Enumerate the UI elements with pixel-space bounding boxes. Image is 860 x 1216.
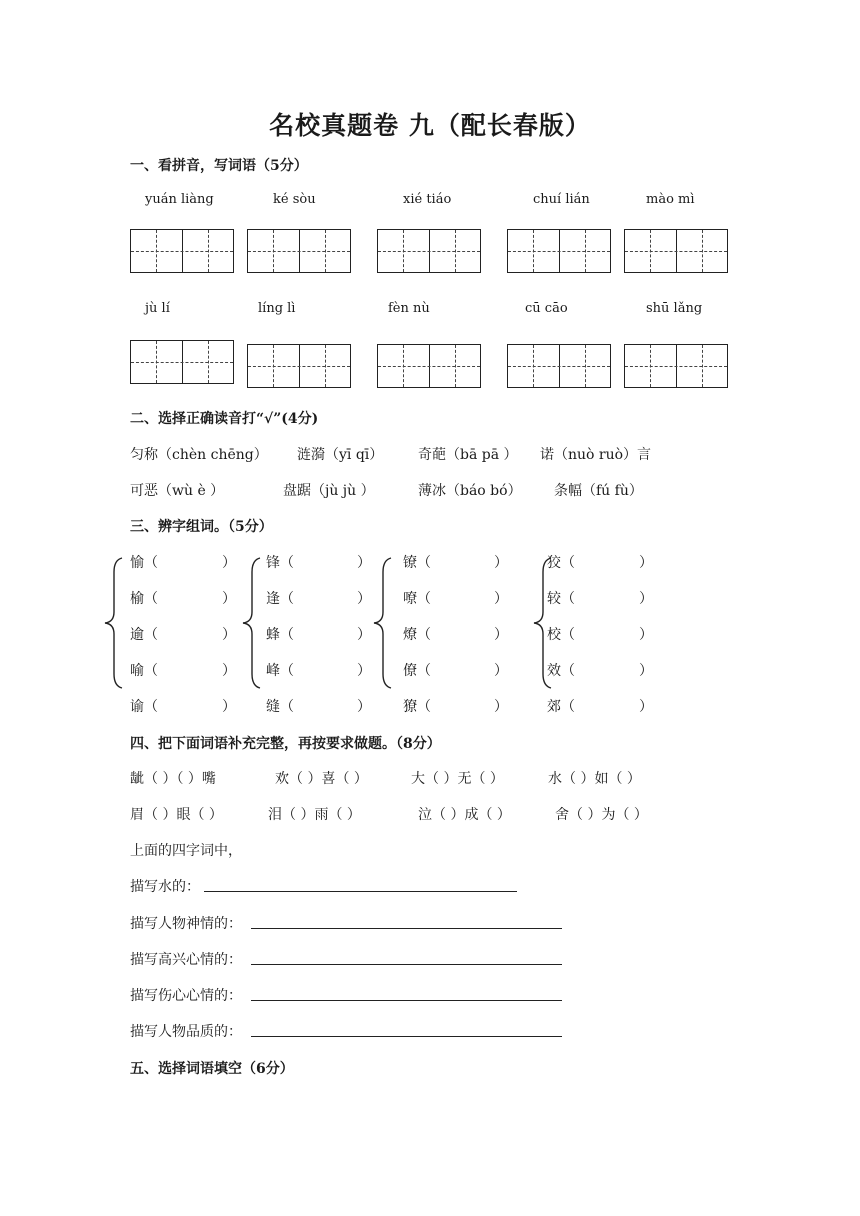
close-paren: ） <box>222 699 236 715</box>
section-3-heading: 三、辨字组词。（5分） <box>130 519 273 535</box>
close-paren: ） <box>357 591 371 607</box>
pinyin-label: ké sòu <box>273 192 316 207</box>
char-word-item: 蜂（ <box>266 627 294 643</box>
char-word-item: 愉（ <box>130 555 158 571</box>
close-paren: ） <box>494 555 508 571</box>
pinyin-label: mào mì <box>646 192 695 207</box>
pinyin-label: fèn nù <box>388 301 430 316</box>
char-word-item: 榆（ <box>130 591 158 607</box>
question-label: 描写人物品质的： <box>130 1024 242 1040</box>
left-brace-icon <box>240 556 262 690</box>
char-word-item: 峰（ <box>266 663 294 679</box>
writing-grid[interactable] <box>377 229 481 273</box>
char-word-item: 校（ <box>547 627 575 643</box>
pronunciation-choice[interactable]: 匀称（chèn chēng） <box>130 447 268 463</box>
char-word-item: 较（ <box>547 591 575 607</box>
pinyin-label: xié tiáo <box>403 192 452 207</box>
pronunciation-choice[interactable]: 条幅（fú fù） <box>554 483 643 499</box>
section-4-heading: 四、把下面词语补充完整，再按要求做题。（8分） <box>130 736 441 752</box>
close-paren: ） <box>494 699 508 715</box>
idiom-blank[interactable]: 泣（ ）成（ ） <box>418 807 511 823</box>
pinyin-label: líng lì <box>258 301 296 316</box>
writing-grid[interactable] <box>130 229 234 273</box>
answer-line[interactable] <box>251 1000 562 1001</box>
close-paren: ） <box>494 627 508 643</box>
char-word-item: 谕（ <box>130 699 158 715</box>
answer-line[interactable] <box>204 891 517 892</box>
writing-grid[interactable] <box>624 229 728 273</box>
section-2-heading: 二、选择正确读音打“√”(4分) <box>130 411 319 427</box>
char-word-item: 逢（ <box>266 591 294 607</box>
close-paren: ） <box>639 663 653 679</box>
pronunciation-choice[interactable]: 可恶（wù è ） <box>130 483 225 499</box>
idiom-blank[interactable]: 眉（ ）眼（ ） <box>130 807 223 823</box>
char-word-item: 燎（ <box>403 627 431 643</box>
close-paren: ） <box>494 591 508 607</box>
close-paren: ） <box>357 663 371 679</box>
close-paren: ） <box>494 663 508 679</box>
idiom-blank[interactable]: 欢（ ）喜（ ） <box>275 771 368 787</box>
pinyin-label: jù lí <box>145 301 170 316</box>
close-paren: ） <box>639 555 653 571</box>
idiom-blank[interactable]: 泪（ ）雨（ ） <box>268 807 361 823</box>
char-word-item: 喻（ <box>130 663 158 679</box>
writing-grid[interactable] <box>624 344 728 388</box>
char-word-item: 狡（ <box>547 555 575 571</box>
char-word-item: 逾（ <box>130 627 158 643</box>
close-paren: ） <box>222 555 236 571</box>
writing-grid[interactable] <box>247 344 351 388</box>
char-word-item: 锋（ <box>266 555 294 571</box>
writing-grid[interactable] <box>507 344 611 388</box>
writing-grid[interactable] <box>507 229 611 273</box>
pinyin-label: chuí lián <box>533 192 590 207</box>
answer-line[interactable] <box>251 928 562 929</box>
close-paren: ） <box>222 591 236 607</box>
char-word-item: 缝（ <box>266 699 294 715</box>
pinyin-label: shū lǎng <box>646 301 703 316</box>
close-paren: ） <box>357 699 371 715</box>
question-label: 描写伤心心情的： <box>130 988 242 1004</box>
page-title: 名校真题卷 九（配长春版） <box>269 111 591 140</box>
left-brace-icon <box>371 556 393 690</box>
pinyin-label: yuán liàng <box>145 192 214 207</box>
pronunciation-choice[interactable]: 盘踞（jù jù ） <box>283 483 375 499</box>
char-word-item: 镣（ <box>403 555 431 571</box>
pronunciation-choice[interactable]: 诺（nuò ruò）言 <box>540 447 652 463</box>
close-paren: ） <box>639 699 653 715</box>
writing-grid[interactable] <box>247 229 351 273</box>
writing-grid[interactable] <box>377 344 481 388</box>
answer-line[interactable] <box>251 964 562 965</box>
pronunciation-choice[interactable]: 涟漪（yī qī） <box>297 447 384 463</box>
idiom-blank[interactable]: 舍（ ）为（ ） <box>555 807 648 823</box>
instruction-text: 上面的四字词中， <box>130 843 242 859</box>
close-paren: ） <box>357 627 371 643</box>
close-paren: ） <box>639 627 653 643</box>
question-label: 描写人物神情的： <box>130 916 242 932</box>
close-paren: ） <box>639 591 653 607</box>
close-paren: ） <box>357 555 371 571</box>
char-word-item: 獠（ <box>403 699 431 715</box>
answer-line[interactable] <box>251 1036 562 1037</box>
pronunciation-choice[interactable]: 奇葩（bā pā ） <box>418 447 518 463</box>
close-paren: ） <box>222 627 236 643</box>
idiom-blank[interactable]: 水（ ）如（ ） <box>548 771 641 787</box>
char-word-item: 嘹（ <box>403 591 431 607</box>
question-label: 描写水的： <box>130 879 200 895</box>
writing-grid[interactable] <box>130 340 234 384</box>
idiom-blank[interactable]: 大（ ）无（ ） <box>411 771 504 787</box>
left-brace-icon <box>102 556 124 690</box>
pronunciation-choice[interactable]: 薄冰（báo bó） <box>418 483 522 499</box>
char-word-item: 僚（ <box>403 663 431 679</box>
section-1-heading: 一、看拼音，写词语（5分） <box>130 158 308 174</box>
char-word-item: 郊（ <box>547 699 575 715</box>
idiom-blank[interactable]: 龇（ ）（ ）嘴 <box>130 771 216 787</box>
char-word-item: 效（ <box>547 663 575 679</box>
pinyin-label: cū cāo <box>525 301 568 316</box>
question-label: 描写高兴心情的： <box>130 952 242 968</box>
section-5-heading: 五、选择词语填空（6分） <box>130 1061 294 1077</box>
close-paren: ） <box>222 663 236 679</box>
